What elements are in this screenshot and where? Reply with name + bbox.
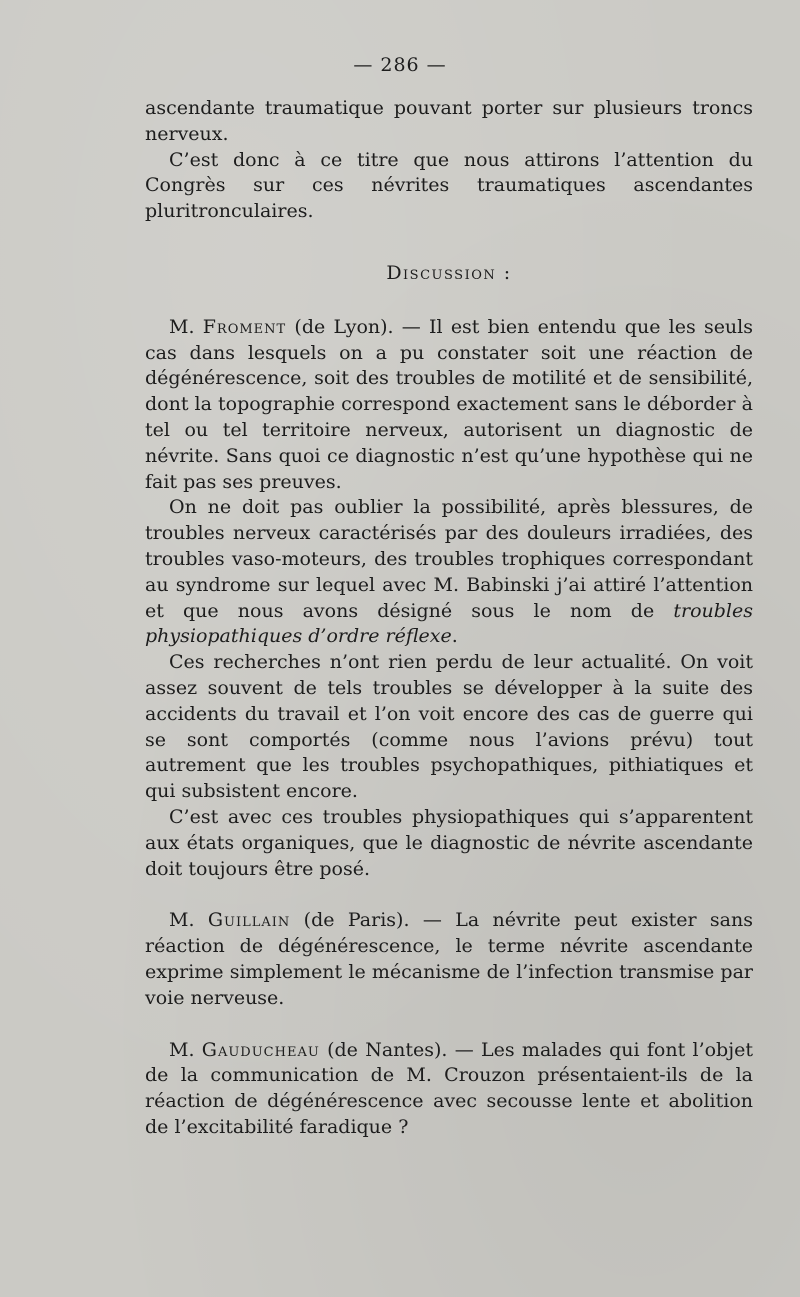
paragraph-froment-2-end: . [451,625,458,648]
paragraph-intro-continuation: ascendante traumatique pouvant porter sur plusieurs troncs nerveux. [145,97,753,145]
paragraph-gauducheau-text: (de Nantes). — Les malades qui font l’objet de la communication de M. Crouzon présentaient-ils de la réaction de dégénérescence avec secousse lente et abolition de l’excitabilité faradique ? [145,1038,753,1138]
speaker-name-guillain: Guillain [207,909,291,932]
paragraph-froment-2-text: On ne doit pas oublier la possibilité, après blessures, de troubles nerveux caractérisés par des douleurs irradiées, des troubles vaso-moteurs, des troubles trophiques correspondant au syndrome sur lequel avec M. Babinski j’ai attiré l’attention et que nous avons désigné sous le nom de [145,496,753,622]
paragraph-gauducheau [145,1038,753,1141]
paragraph-froment-1-text: (de Lyon). — Il est bien entendu que les seuls cas dans lesquels on a pu constater soit une réaction de dégénérescence, soit des troubles de motilité et de sensibilité, dont la topographie correspond exactement sans le déborder à tel ou tel territoire nerveux, autorisent un diagnostic de névrite. Sans quoi ce diagnostic n’est qu’une hypothèse qui ne fait pas ses preuves. [145,315,753,493]
paragraph-guillain-text: (de Paris). — La névrite peut exister sans réaction de dégénérescence, le terme névrite ascendante exprime simplement le mécanisme de l’infection transmise par voie nerveuse. [145,909,753,1009]
paragraph-froment-2 [145,495,753,650]
paragraph-froment-4: C’est avec ces troubles physiopathiques qui s’apparentent aux états organiques, que le diagnostic de névrite ascendante doit toujours être posé. [145,805,753,880]
discussion-heading: Discussion : [386,261,512,284]
paragraph-froment-3: Ces recherches n’ont rien perdu de leur actualité. On voit assez souvent de tels troubles se développer à la suite des accidents du travail et l’on voit encore des cas de guerre qui se sont comportés (comme nous l’avions prévu) tout autrement que les troubles psychopathiques, pithiatiques et qui subsistent encore. [145,651,753,803]
paragraph-guillain [145,908,753,1011]
speaker-prefix: M. [169,1038,202,1061]
paragraph-intro-conclusion: C’est donc à ce titre que nous attirons l’attention du Congrès sur ces névrites traumatiques ascendantes pluritronculaires. [145,148,753,223]
italic-term: troubles physiopathiques d’ordre réflexe [145,599,753,648]
speaker-prefix: M. [169,315,203,338]
paragraph-froment-1 [145,315,753,496]
body-text [145,96,753,1141]
speaker-prefix: M. [169,909,208,932]
speaker-name-froment: Froment [202,315,287,338]
page-number: — 286 — [353,54,447,76]
speaker-name-gauducheau: Gauducheau [201,1038,320,1061]
